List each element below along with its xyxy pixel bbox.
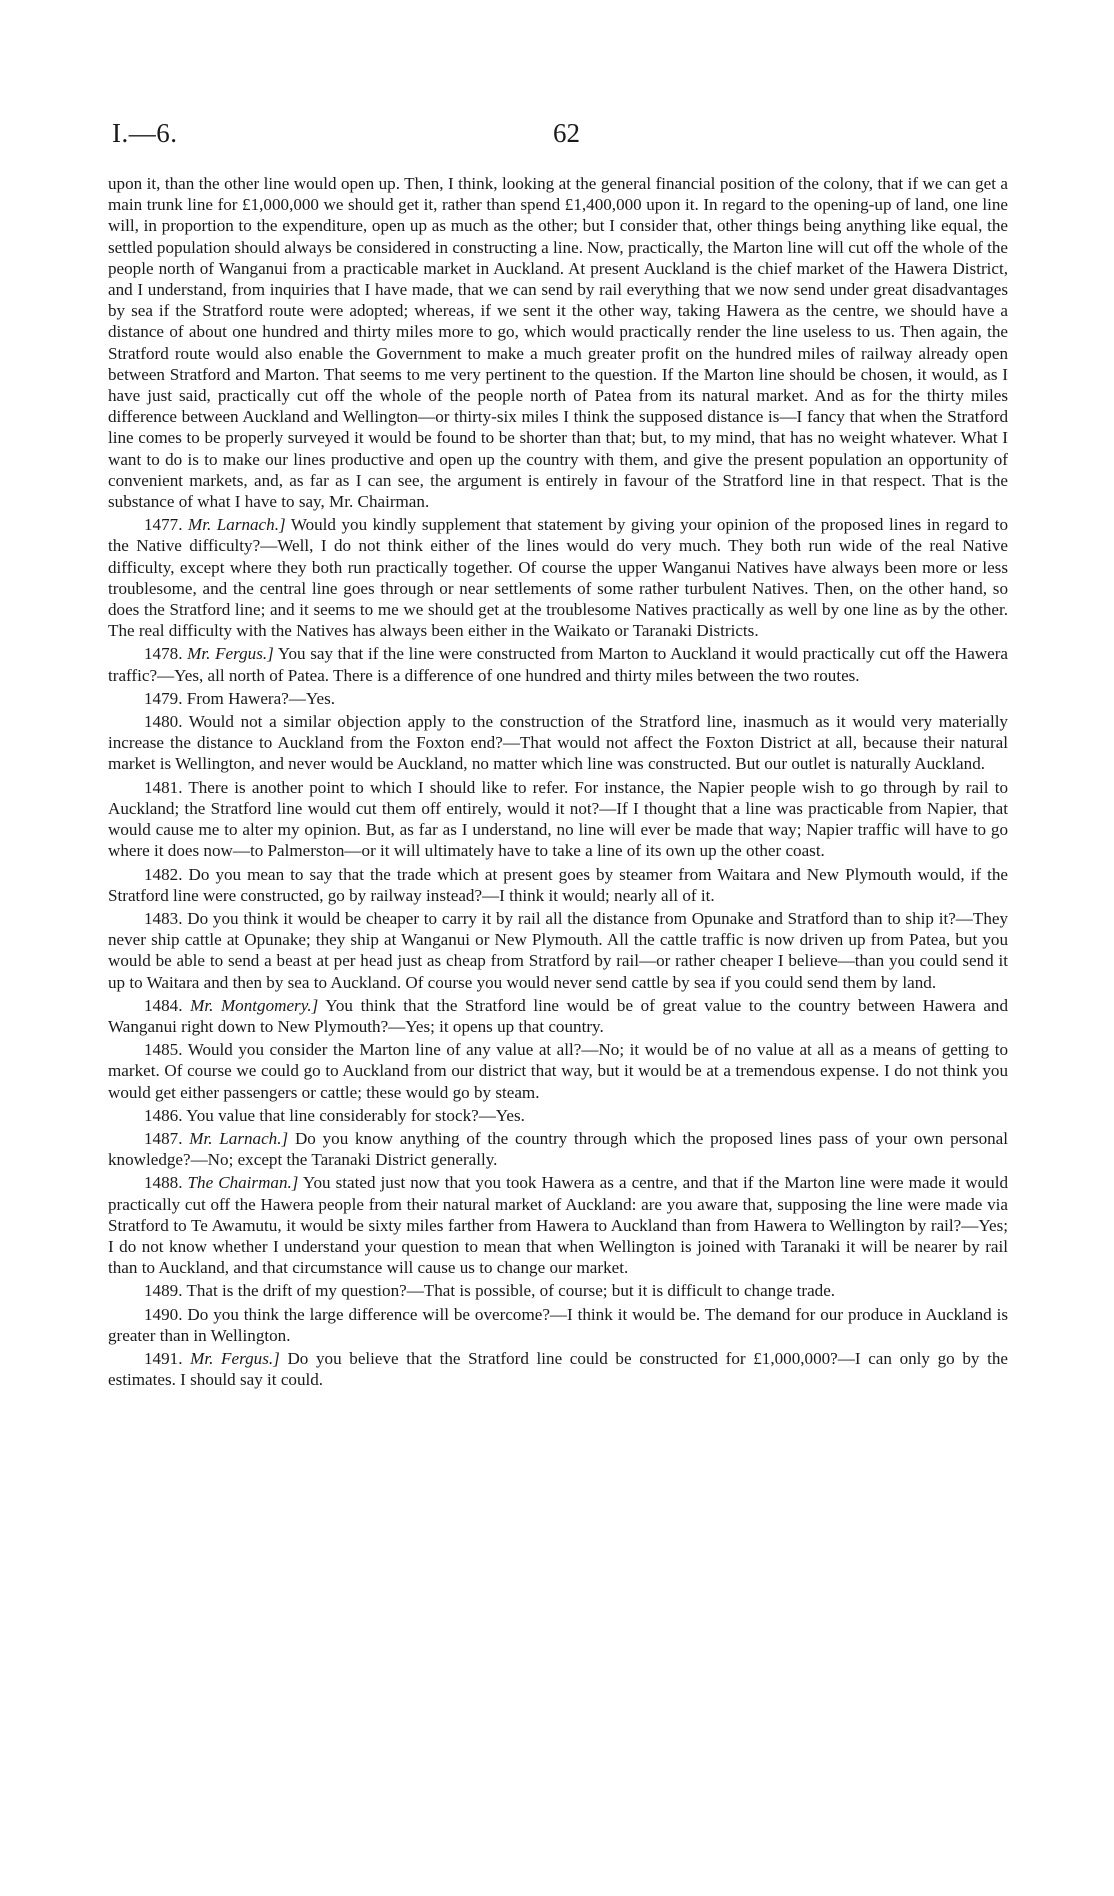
question-number: 1480. [144, 712, 183, 732]
question-1485 [108, 1039, 1008, 1103]
question-1487 [108, 1128, 1008, 1170]
question-text: Do you think the large difference will be overcome?—I think it would be. The demand for our produce in Auckland is greater than in Wellington. [108, 1304, 1008, 1345]
question-1490 [108, 1304, 1008, 1346]
question-text: Do you think it would be cheaper to carry it by rail all the distance from Opunake and Stratford than to ship it?—They never ship cattle at Opunake; they ship at Wanganui or New Plymouth. All the cattle traffic is now driven up from Patea, but you would be able to send a beast at per head just as cheap from Stratford by rail—or rather cheaper I believe—than you could send it up to Waitara and then by sea to Auckland. Of course you would never send cattle by sea if you could send them by land. [108, 908, 1008, 992]
question-text: You say that if the line were constructed from Marton to Auckland it would practically cut off the Hawera traffic?—Yes, all north of Patea. There is a difference of one hundred and thirty miles between the two routes. [108, 644, 1009, 685]
question-1482 [108, 864, 1008, 906]
minutes-of-evidence [108, 173, 1008, 1392]
question-number: 1478. [144, 644, 183, 664]
question-1486 [108, 1105, 1008, 1126]
question-1480 [108, 711, 1008, 775]
question-number: 1482. [144, 864, 183, 884]
question-1484 [108, 995, 1008, 1037]
question-number: 1491. [144, 1348, 183, 1368]
speaker: Mr. Larnach.] [187, 515, 286, 535]
question-number: 1484. [144, 995, 183, 1015]
question-text: You stated just now that you took Hawera as a centre, and that if the Marton line were made it would practically cut off the Hawera people from their natural market of Auckland: are you aware that, supposing the line were made via Stratford to Te Awamutu, it would be sixty miles farther from Hawera to Auckland than from Hawera to Wellington by rail?—Yes; I do not know whether I understand your question to mean that when Wellington is joined with Taranaki it will be nearer by rail than to Auckland, and that circumstance will cause us to change our market. [108, 1173, 1008, 1278]
question-1479 [108, 688, 1008, 709]
question-number: 1477. [144, 515, 183, 535]
question-text: Would you kindly supplement that statement by giving your opinion of the proposed lines in regard to the Native difficulty?—Well, I do not think either of the lines would do very much. They both run wide of the real Native difficulty, except where they both run practically together. Of course the upper Wanganui Natives have always been more or less troublesome, and the central line goes through or near settlements of some rather turbulent Natives. Then, on the other hand, so does the Stratford line; and it seems to me we should get at the troublesome Natives practically as well by one line as by the other. The real difficulty with the Natives has always been either in the Waikato or Taranaki Districts. [108, 515, 1009, 641]
question-number: 1488. [144, 1173, 183, 1193]
question-text: You think that the Stratford line would be of great value to the country between Hawera and Wanganui right down to New Plymouth?—Yes; it opens up that country. [108, 995, 1009, 1036]
question-1489 [108, 1280, 1008, 1301]
question-number: 1490. [144, 1304, 183, 1324]
question-1491 [108, 1348, 1008, 1390]
speaker: Mr. Montgomery.] [190, 995, 319, 1015]
speaker: Mr. Fergus.] [187, 644, 274, 664]
question-number: 1485. [144, 1040, 183, 1060]
question-number: 1481. [144, 777, 183, 797]
question-number: 1483. [144, 908, 183, 928]
page-number: 62 [553, 118, 580, 148]
paragraph-text: upon it, than the other line would open up. Then, I think, looking at the general financial position of the colony, that if we can get a main trunk line for £1,000,000 we should get it, rather than spend £1,400,000 upon it. In regard to the opening-up of land, one line will, in proportion to the expenditure, open up as much as the other; but I consider that, other things being anything like equal, the settled population should always be considered in constructing a line. Now, practically, the Marton line will cut off the whole of the people north of Wanganui from a practicable market in Auckland. At present Auckland is the chief market of the Hawera District, and I understand, from inquiries that I have made, that we can send by rail everything that we now send under great disadvantages by sea if the Stratford route were adopted; whereas, if we sent it the other way, taking Hawera as the centre, we should have a distance of about one hundred and thirty miles more to go, which would practically render the line useless to us. Then again, the Stratford route would also enable the Government to make a much greater profit on the hundred miles of railway already open between Stratford and Marton. That seems to me very pertinent to the question. If the Marton line should be chosen, it would, as I have just said, practically cut off the whole of the people north of Patea from its natural market. And as for the thirty miles difference between Auckland and Wellington—or thirty-six miles I think the supposed distance is—I fancy that when the Stratford line comes to be properly surveyed it would be found to be shorter than that; but, to my mind, that has no weight whatever. What I want to do is to make our lines productive and open up the country with them, and give the present population an opportunity of convenient markets, and, as far as I can see, the argument is entirely in favour of the Stratford line in that respect. That is the substance of what I have to say, Mr. Chairman. [108, 174, 1008, 512]
question-number: 1479. [144, 688, 183, 708]
question-1481 [108, 777, 1008, 862]
question-text: Do you know anything of the country through which the proposed lines pass of your own personal knowledge?—No; except the Taranaki District generally. [108, 1128, 1009, 1170]
question-number: 1486. [144, 1105, 183, 1125]
question-text: From Hawera?—Yes. [186, 688, 336, 708]
question-1477 [108, 514, 1008, 641]
question-text: Do you believe that the Stratford line could be constructed for £1,000,000?—I can only go by the estimates. I should say it could. [108, 1348, 1008, 1390]
question-number: 1489. [144, 1281, 183, 1301]
document-reference: I.—6. [112, 118, 178, 148]
question-text: You value that line considerably for stock?—Yes. [186, 1105, 525, 1125]
question-text: Do you mean to say that the trade which at present goes by steamer from Waitara and New Plymouth would, if the Stratford line were constructed, go by railway instead?—I think it would; nearly all of it. [108, 864, 1009, 905]
question-text: That is the drift of my question?—That is possible, of course; but it is difficult to change trade. [186, 1281, 836, 1301]
question-text: There is another point to which I should like to refer. For instance, the Napier people wish to go through by rail to Auckland; the Stratford line would cut them off entirely, would it not?—If I thought that a line was practicable from Napier, that would cause me to alter my opinion. But, as far as I understand, no line will ever be made that way; Napier traffic will have to go where it does now—to Palmerston—or it will ultimately have to take a line of its own up the other coast. [108, 777, 1008, 861]
paragraph-continuation [108, 173, 1008, 512]
speaker: Mr. Fergus.] [190, 1348, 280, 1368]
question-1483 [108, 908, 1008, 993]
question-text: Would not a similar objection apply to the construction of the Stratford line, inasmuch as it would very materially increase the distance to Auckland from the Foxton end?—That would not affect the Foxton District at all, because their natural market is Wellington, and never would be Auckland, no matter which line was constructed. But our outlet is naturally Auckland. [108, 712, 1008, 774]
question-text: Would you consider the Marton line of any value at all?—No; it would be of no value at all as a means of getting to market. Of course we could go to Auckland from our district that way, but it would be at a tremendous expense. I do not think you would get either passengers or cattle; these would go by steam. [108, 1040, 1008, 1102]
question-number: 1487. [144, 1128, 183, 1148]
speaker: The Chairman.] [187, 1173, 299, 1193]
speaker: Mr. Larnach.] [189, 1128, 289, 1148]
question-1488 [108, 1172, 1008, 1278]
question-1478 [108, 643, 1008, 685]
